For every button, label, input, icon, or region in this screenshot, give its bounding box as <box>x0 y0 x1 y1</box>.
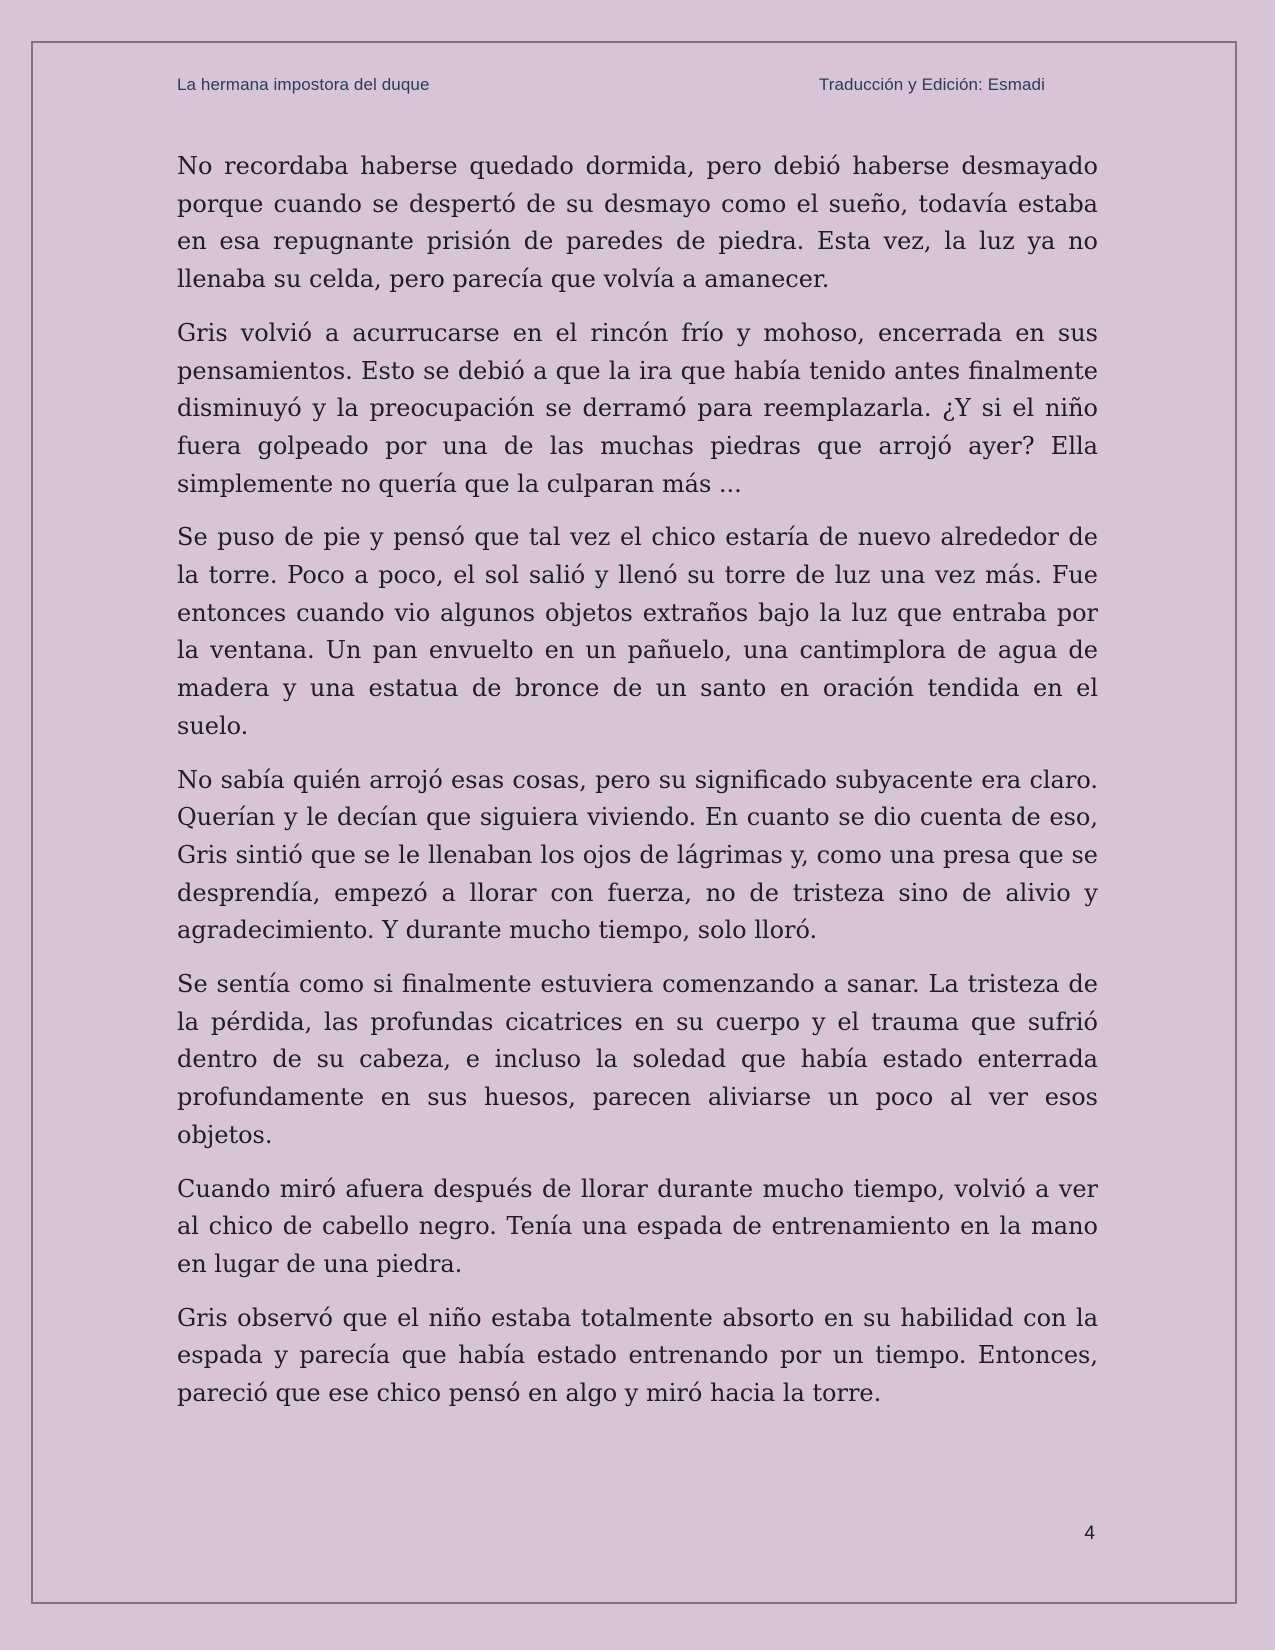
paragraph: Se sentía como si finalmente estuviera comenzando a sanar. La tristeza de la pérdida, las profundas cicatrices en su cuerpo y el trauma que sufrió dentro de su cabeza, e incluso la soledad que había estado enterrada profundamente en sus huesos, parecen aliviarse un poco al ver esos objetos. <box>177 970 1098 1149</box>
paragraph: No recordaba haberse quedado dormida, pero debió haberse desmayado porque cuando se despertó de su desmayo como el sueño, todavía estaba en esa repugnante prisión de paredes de piedra. Esta vez, la luz ya no llenaba su celda, pero parecía que volvía a amanecer. <box>177 152 1098 294</box>
header-book-title: La hermana impostora del duque <box>177 75 430 94</box>
paragraph: Gris volvió a acurrucarse en el rincón frío y mohoso, encerrada en sus pensamientos. Esto se debió a que la ira que había tenido antes finalmente disminuyó y la preocupación se derramó para reemplazarla. ¿Y si el niño fuera golpeado por una de las muchas piedras que arrojó ayer? Ella simplemente no quería que la culparan más ... <box>177 318 1098 498</box>
body-text <box>177 148 1098 1429</box>
page-number: 4 <box>1084 1523 1095 1544</box>
paragraph: Se puso de pie y pensó que tal vez el chico estaría de nuevo alrededor de la torre. Poco a poco, el sol salió y llenó su torre de luz una vez más. Fue entonces cuando vio algunos objetos extraños bajo la luz que entraba por la ventana. Un pan envuelto en un pañuelo, una cantimplora de agua de madera y una estatua de bronce de un santo en oración tendida en el suelo. <box>177 523 1098 740</box>
paragraph: Cuando miró afuera después de llorar durante mucho tiempo, volvió a ver al chico de cabello negro. Tenía una espada de entrenamiento en la mano en lugar de una piedra. <box>177 1174 1098 1278</box>
paragraph: Gris observó que el niño estaba totalmente absorto en su habilidad con la espada y parecía que había estado entrenando por un tiempo. Entonces, pareció que ese chico pensó en algo y miró hacia la torre. <box>177 1303 1098 1408</box>
header-credits: Traducción y Edición: Esmadi <box>818 75 1045 94</box>
paragraph: No sabía quién arrojó esas cosas, pero su significado subyacente era claro. Querían y le decían que siguiera viviendo. En cuanto se dio cuenta de eso, Gris sintió que se le llenaban los ojos de lágrimas y, como una presa que se desprendía, empezó a llorar con fuerza, no de tristeza sino de alivio y agradecimiento. Y durante mucho tiempo, solo lloró. <box>177 765 1098 945</box>
